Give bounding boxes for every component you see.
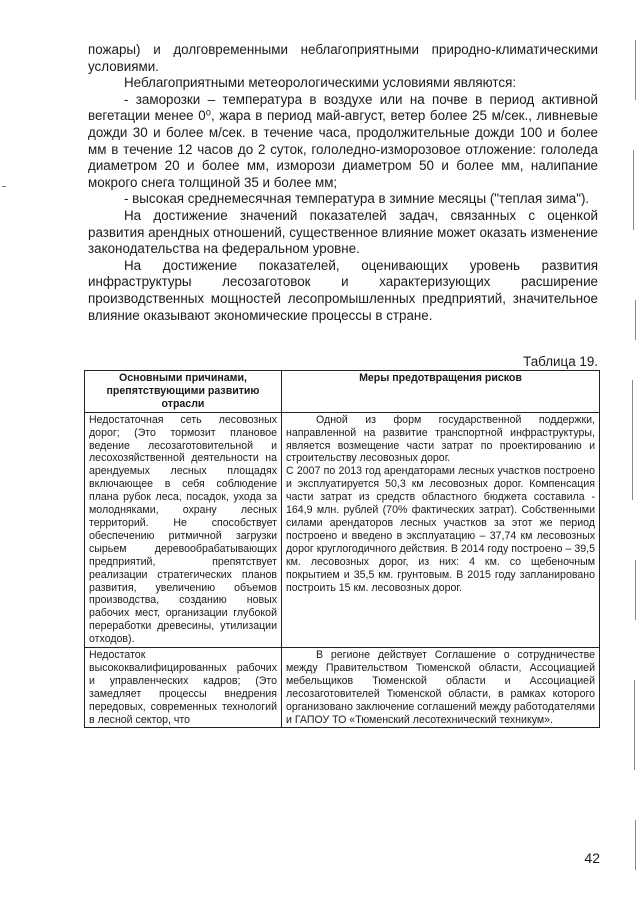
header-measures: Меры предотвращения рисков — [282, 371, 600, 413]
table-header-row — [85, 371, 600, 413]
scan-artifact — [2, 186, 6, 187]
header-causes: Основными причинами, препятствующими развитию отрасли — [85, 371, 282, 413]
measures-paragraph: С 2007 по 2013 год арендаторами лесных участков построено и эксплуатируется 50,3 км лесовозных дорог. Компенсация части затрат из средств областного бюджета составила - 164,9 млн. рублей (70% фактических затрат). Собственными силами арендаторов лесных участков за этот же период построено и введено в эксплуатацию – 37,74 км лесовозных дорог круглогодичного действия. В 2014 году построено – 39,5 км. лесовозных дорог, из них: 4 км. со щебеночным покрытием и 35,5 км. грунтовым. В 2015 году запланировано построить 15 км. лесовозных дорог. — [286, 465, 595, 594]
paragraph-6: На достижение показателей, оценивающих уровень развития инфраструктуры лесозаготовок и характеризующих расширение производственных мощностей лесопромышленных предприятий, значительное влияние оказывают экономические процессы в стране. — [88, 257, 598, 323]
measures-cell — [282, 648, 600, 728]
paragraph-3: - заморозки – температура в воздухе или на почве в период активной вегетации менее 0⁰, жара в период май-август, ветер более 25 м/сек., ливневые дожди 30 и более м/сек. в течение часа, продолжительные дожди 100 и более мм в течение 12 часов до 2 суток, гололедно-изморозовое отложение: гололеда диаметром 20 и более мм, изморози диаметром 50 и более мм, налипание мокрого снега толщиной 35 и более мм; — [88, 91, 598, 190]
cause-cell: Недостаток высококвалифицированных рабочих и управленческих кадров; (Это замедляет процессы внедрения передовых, современных технологий в лесной сектор, что — [85, 648, 282, 728]
body-text — [88, 42, 598, 324]
page-number: 42 — [584, 850, 600, 866]
table-caption: Таблица 19. — [523, 354, 598, 369]
cause-cell: Недостаточная сеть лесовозных дорог; (Это тормозит плановое ведение лесозаготовительной и лесохозяйственной деятельности на арендуемых лесных площадях включающее в себя соблюдение плана рубок леса, посадок, ухода за молодняками, охрану лесных территорий. Не способствует обеспечению ритмичной загрузки сырьем деревообрабатывающих предприятий, препятствует реализации стратегических планов развития, увеличению объемов производства, созданию новых рабочих мест, организации глубокой переработки древесины, утилизации отходов). — [85, 412, 282, 647]
paragraph-5: На достижение значений показателей задач, связанных с оценкой развития арендных отношений, существенное влияние может оказать изменение законодательства на федеральном уровне. — [88, 207, 598, 257]
measures-cell — [282, 412, 600, 647]
binding-edge — [626, 0, 640, 905]
paragraph-1: пожары) и долговременными неблагоприятными природно-климатическими условиями. — [88, 42, 598, 74]
table-row — [85, 412, 600, 647]
risk-table — [84, 370, 600, 728]
table-row — [85, 648, 600, 728]
paragraph-4: - высокая среднемесячная температура в зимние месяцы ("теплая зима"). — [124, 191, 590, 207]
paragraph-2: Неблагоприятными метеорологическими условиями являются: — [124, 75, 517, 91]
measures-paragraph: Одной из форм государственной поддержки, направленной на развитие транспортной инфраструктуры, является возмещение части затрат по проектированию и строительству лесовозных дорог. — [286, 413, 595, 465]
measures-paragraph: В регионе действует Соглашение о сотрудничестве между Правительством Тюменской области, Ассоциацией мебельщиков Тюменской области и Ассоциацией лесозаготовителей Тюменской области, в рамках которого организовано заключение соглашений между работодателями и ГАПОУ ТО «Тюменский лесотехнический техникум». — [286, 649, 595, 726]
